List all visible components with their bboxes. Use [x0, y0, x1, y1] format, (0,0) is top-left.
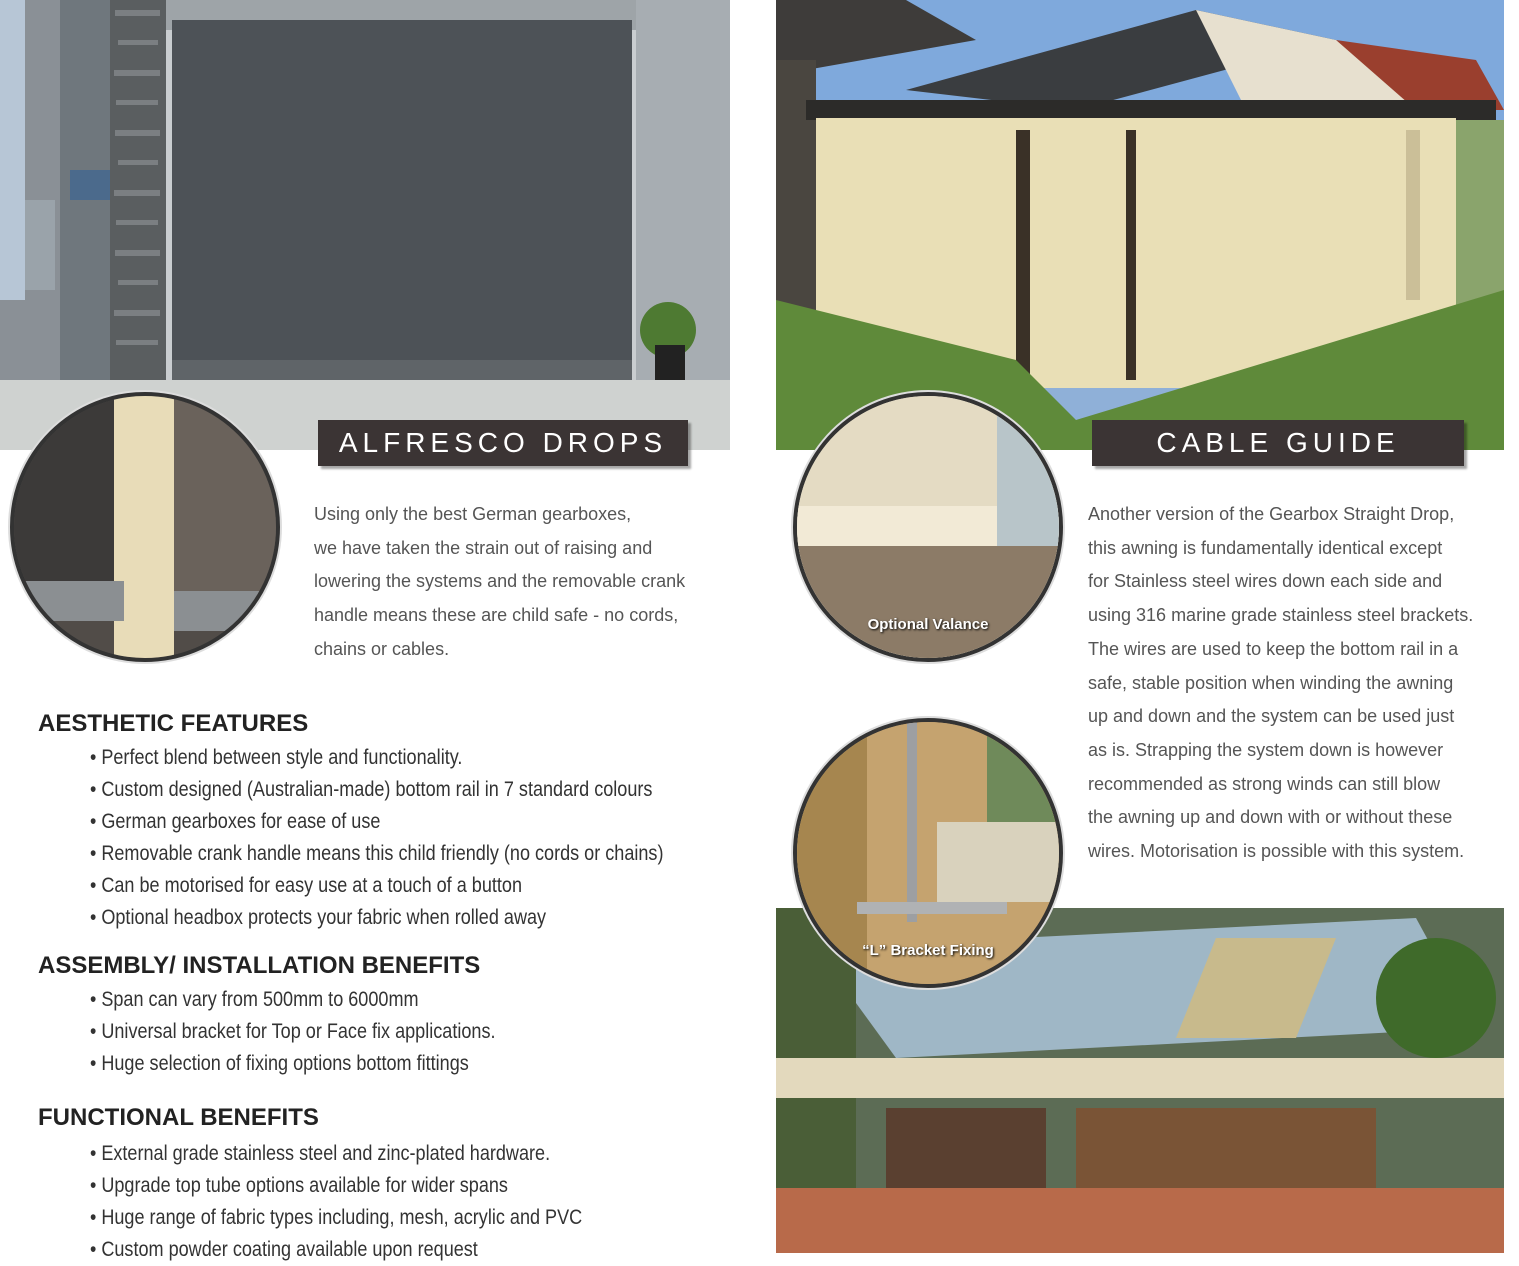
l-bracket-fixing-image: [793, 718, 1063, 988]
list-item: • External grade stainless steel and zinc-plated hardware.: [90, 1138, 692, 1170]
text-line: Another version of the Gearbox Straight Drop,: [1088, 504, 1455, 524]
text-line: lowering the systems and the removable crank: [314, 571, 686, 592]
aesthetic-features-list: [90, 742, 692, 934]
text-line: safe, stable position when winding the awning: [1088, 672, 1454, 693]
text-line: wires. Motorisation is possible with this system.: [1088, 841, 1465, 862]
alfresco-description: [314, 498, 719, 667]
alfresco-drops-heading: ALFRESCO DROPS: [318, 420, 688, 466]
functional-benefits-heading: FUNCTIONAL BENEFITS: [38, 1104, 319, 1131]
text-line: The wires are used to keep the bottom rail in a: [1088, 638, 1459, 659]
cable-guide-description: [1088, 498, 1500, 869]
list-item: • Huge selection of fixing options bottom fittings: [90, 1048, 692, 1080]
text-line: up and down and the system can be used just: [1088, 706, 1455, 727]
functional-benefits-list: [90, 1138, 692, 1266]
list-item: • Removable crank handle means this child friendly (no cords or chains): [90, 838, 692, 870]
text-line: we have taken the strain out of raising and: [314, 537, 653, 558]
text-line: Using only the best German gearboxes,: [314, 504, 632, 524]
text-line: handle means these are child safe - no cords,: [314, 605, 679, 626]
list-item: • Custom powder coating available upon request: [90, 1234, 692, 1266]
text-line: chains or cables.: [314, 638, 450, 659]
text-line: for Stainless steel wires down each side and: [1088, 571, 1443, 592]
list-item: • Can be motorised for easy use at a touch of a button: [90, 870, 692, 902]
list-item: • Span can vary from 500mm to 6000mm: [90, 984, 692, 1016]
list-item: • German gearboxes for ease of use: [90, 806, 692, 838]
list-item: • Huge range of fabric types including, mesh, acrylic and PVC: [90, 1202, 692, 1234]
text-line: the awning up and down with or without these: [1088, 807, 1453, 828]
text-line: recommended as strong winds can still blow: [1088, 773, 1441, 794]
text-line: using 316 marine grade stainless steel brackets.: [1088, 605, 1474, 626]
cable-guide-photo: [776, 0, 1504, 450]
text-line: as is. Strapping the system down is however: [1088, 739, 1444, 760]
alfresco-drop-photo: [0, 0, 730, 450]
list-item: • Optional headbox protects your fabric when rolled away: [90, 902, 692, 934]
list-item: • Custom designed (Australian-made) bottom rail in 7 standard colours: [90, 774, 692, 806]
list-item: • Perfect blend between style and functionality.: [90, 742, 692, 774]
assembly-installation-list: [90, 984, 692, 1080]
text-line: this awning is fundamentally identical except: [1088, 537, 1443, 558]
bottom-rail-detail-image: [10, 392, 280, 662]
assembly-installation-heading: ASSEMBLY/ INSTALLATION BENEFITS: [38, 952, 481, 979]
list-item: • Upgrade top tube options available for wider spans: [90, 1170, 692, 1202]
list-item: • Universal bracket for Top or Face fix applications.: [90, 1016, 692, 1048]
cable-guide-heading: CABLE GUIDE: [1092, 420, 1464, 466]
aesthetic-features-heading: AESTHETIC FEATURES: [38, 710, 309, 737]
optional-valance-image: [793, 392, 1063, 662]
optional-valance-caption: Optional Valance: [867, 616, 989, 633]
l-bracket-caption: “L” Bracket Fixing: [862, 942, 994, 959]
